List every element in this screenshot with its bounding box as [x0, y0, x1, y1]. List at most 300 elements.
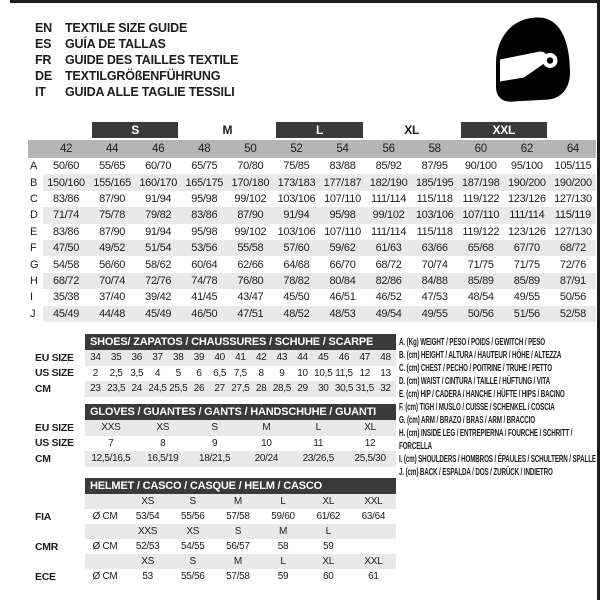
helmet-band-spacer	[28, 524, 85, 539]
helmet-size-value-cell	[351, 539, 396, 554]
gloves-row	[28, 436, 396, 452]
gloves-size-cell: XL	[344, 420, 396, 436]
measurement-cell: 39/42	[145, 291, 172, 304]
measurement-cell: 47/53	[421, 291, 448, 304]
measurement-cell: 65/68	[458, 240, 504, 256]
measurement-cell: 165/175	[181, 174, 227, 190]
gloves-header-row	[28, 404, 396, 420]
measurement-cell: 84/88	[412, 273, 458, 289]
shoes-size-cell: 27,5	[230, 381, 251, 397]
legend-item: I. (cm) SHOULDERS / HOMBROS / ÉPAULES / SCHULTERN / SPALLE	[399, 454, 596, 465]
gloves-row-label: EU SIZE	[28, 420, 85, 436]
shoes-size-cell: 38	[168, 350, 189, 366]
size-number-cell: 54	[319, 140, 365, 158]
helmet-size-label-cell: XL	[306, 554, 351, 569]
measurement-cell: 111/114	[504, 207, 550, 223]
measurement-cell: 67/70	[504, 240, 550, 256]
measurement-cell: 47/51	[227, 306, 273, 322]
gloves-size-cell: 8	[160, 437, 166, 449]
helmet-diameter-unit: Ø CM	[92, 511, 118, 522]
measurement-cell: 115/119	[550, 207, 596, 223]
shoes-size-cell: 3,5	[130, 367, 144, 379]
measurement-row	[28, 289, 596, 305]
measurement-row-letter: I	[30, 291, 33, 304]
measurement-cell: 80/84	[319, 273, 365, 289]
shoes-size-cell: 28,5	[271, 381, 292, 397]
measurement-cell: 91/94	[145, 192, 172, 205]
size-group-row	[28, 122, 596, 140]
measurement-cell: 49/52	[89, 240, 135, 256]
measurement-cell: 45/50	[283, 291, 310, 304]
shoes-size-cell: 23	[85, 381, 106, 397]
gloves-size-cell: 25,5/30	[344, 451, 396, 467]
measurement-cell: 83/88	[329, 160, 356, 173]
measurement-cell: 105/115	[554, 160, 592, 173]
size-number-row	[28, 140, 596, 158]
measurement-row	[28, 240, 596, 256]
helmet-size-value-cell: 53	[142, 571, 153, 582]
size-number-cell: 52	[273, 140, 319, 158]
shoes-size-cell: 41	[230, 350, 251, 366]
measurement-row	[28, 306, 596, 322]
measurement-cell: 47/50	[43, 240, 89, 256]
helmet-size-label-cell	[351, 524, 396, 539]
helmet-size-value-cell: 57/58	[226, 511, 250, 522]
shoes-size-cell: 6,5	[213, 367, 227, 379]
gloves-size-cell: S	[189, 420, 241, 436]
legend-item: J. (cm) BACK / ESPALDA / DOS / ZURÜCK / INDIETRO	[399, 467, 553, 478]
helmet-size-label-cell: S	[170, 494, 215, 509]
shoes-size-table	[28, 334, 396, 397]
measurement-cell: 115/118	[416, 225, 453, 238]
helmet-size-label-cell: M	[260, 524, 305, 539]
measurement-cell: 160/170	[135, 174, 181, 190]
measurement-cell: 83/86	[53, 225, 80, 238]
shoes-size-cell: 6	[196, 367, 202, 379]
measurement-cell: 55/65	[99, 160, 126, 173]
helmet-size-value-cell: 61	[368, 571, 379, 582]
measurement-cell: 48/53	[319, 306, 365, 322]
measurement-row-letter: G	[30, 258, 39, 271]
shoes-size-cell: 13	[380, 367, 391, 379]
shoes-size-cell: 7,5	[233, 367, 247, 379]
helmet-size-value-cell: 57/58	[226, 571, 250, 582]
shoes-size-cell: 46	[334, 350, 355, 366]
measurement-row-letter: C	[30, 192, 38, 205]
measurement-cell: 49/54	[366, 306, 412, 322]
helmet-size-label-cell: L	[306, 524, 351, 539]
measurement-cell: 107/110	[324, 192, 361, 205]
language-row	[35, 84, 238, 100]
measurement-cell: 52/58	[550, 306, 596, 322]
size-group-s: S	[92, 122, 178, 138]
shoes-size-cell: 34	[85, 350, 106, 366]
helmet-size-label-cell: XS	[125, 554, 170, 569]
shoes-size-cell: 35	[106, 350, 127, 366]
measurement-cell: 72/76	[559, 258, 586, 271]
measurement-cell: 78/82	[273, 273, 319, 289]
measurement-cell: 60/64	[191, 258, 218, 271]
measurement-cell: 99/102	[234, 225, 267, 238]
gloves-row	[28, 420, 396, 436]
measurement-cell: 60/70	[145, 160, 172, 173]
size-number-cell: 58	[412, 140, 458, 158]
measurement-cell: 103/106	[277, 225, 316, 238]
helmet-standard-block	[28, 524, 396, 554]
shoes-size-cell: 37	[147, 350, 168, 366]
helmet-size-label-cell: L	[260, 494, 305, 509]
measurement-row	[28, 256, 596, 272]
helmet-size-label-cell: XL	[306, 494, 351, 509]
measurement-cell: 95/100	[510, 160, 543, 173]
language-code: EN	[35, 21, 52, 35]
language-title: TEXTILGRÖßENFÜHRUNG	[65, 69, 221, 83]
shoes-size-cell: 10	[297, 367, 308, 379]
helmet-band-ocm-spacer	[85, 524, 125, 539]
measurement-cell: 76/80	[227, 273, 273, 289]
shoes-size-cell: 29	[292, 381, 313, 397]
measurement-row	[28, 191, 596, 207]
measurement-row	[28, 207, 596, 223]
shoes-size-cell: 43	[271, 350, 292, 366]
measurement-cell: 87/91	[550, 273, 596, 289]
shoes-size-cell: 4	[154, 367, 161, 379]
shoes-header-row	[28, 334, 396, 350]
measurement-cell: 170/180	[227, 174, 273, 190]
measurement-cell: 50/56	[559, 291, 586, 304]
measurement-cell: 87/90	[99, 192, 126, 205]
measurement-cell: 44/48	[89, 306, 135, 322]
gloves-size-cell: 10	[261, 437, 272, 449]
measurement-cell: 95/98	[319, 207, 365, 223]
measurement-cell: 71/74	[43, 207, 89, 223]
language-title: GUIDA ALLE TAGLIE TESSILI	[65, 85, 235, 99]
measurement-row	[28, 273, 596, 289]
language-title: GUÍA DE TALLAS	[65, 37, 166, 51]
measurement-cell: 46/52	[375, 291, 402, 304]
shoes-size-cell: 9	[279, 367, 285, 379]
shoes-size-cell: 45	[313, 350, 334, 366]
size-group-xl: XL	[404, 123, 419, 137]
measurement-cell: 91/94	[145, 225, 172, 238]
measurement-cell: 43/47	[237, 291, 264, 304]
helmet-size-table	[28, 478, 396, 584]
measurement-legend	[399, 336, 597, 479]
shoes-size-cell: 26	[189, 381, 210, 397]
measurement-row-letter: J	[30, 307, 36, 320]
size-number-cell: 44	[89, 140, 135, 158]
language-title: GUIDE DES TAILLES TEXTILE	[65, 53, 239, 67]
measurement-row-letter: D	[30, 209, 38, 222]
helmet-band-ocm-spacer	[85, 554, 125, 569]
helmet-size-value-cell: 59	[322, 541, 334, 552]
gloves-row-label: US SIZE	[28, 436, 85, 452]
helmet-diameter-unit: Ø CM	[92, 571, 118, 582]
size-number-cell: 46	[135, 140, 181, 158]
measurement-row	[28, 224, 596, 240]
gloves-size-cell: M	[240, 420, 292, 436]
gloves-size-cell: 12,5/16,5	[85, 451, 137, 467]
measurement-cell: 58/62	[145, 258, 172, 271]
shoes-size-cell: 47	[354, 350, 375, 366]
legend-item: H. (cm) INSIDE LEG / ENTREPIERNA / FOURCHE / SCHRITT / FORCELLA	[399, 428, 573, 452]
shoes-size-cell: 24,5	[147, 381, 168, 397]
size-number-cell: 50	[227, 140, 273, 158]
helmet-size-value-cell: 63/64	[361, 511, 386, 522]
legend-item: G. (cm) ARM / BRAZO / BRAS / ARM / BRACCIO	[399, 415, 535, 426]
gloves-row	[28, 451, 396, 467]
measurement-cell: 37/40	[99, 291, 126, 304]
top-border-line	[10, 0, 600, 3]
helmet-standard-row	[28, 509, 396, 524]
size-group-m: M	[222, 123, 233, 137]
shoes-header-spacer	[28, 334, 85, 350]
measurement-cell: 50/60	[53, 160, 80, 173]
measurement-cell: 63/66	[412, 240, 458, 256]
measurement-cell: 56/60	[99, 258, 126, 271]
measurement-cell: 87/90	[227, 207, 273, 223]
measurement-cell: 99/102	[366, 207, 412, 223]
measurement-cell: 45/49	[43, 306, 89, 322]
measurement-cell: 45/49	[135, 306, 181, 322]
helmet-standard-block	[28, 554, 396, 584]
measurement-row-letter: H	[30, 274, 38, 287]
measurement-cell: 50/56	[458, 306, 504, 322]
shoes-size-cell: 30	[313, 381, 334, 397]
measurement-cell: 95/98	[191, 192, 218, 205]
shoes-size-cell: 28	[251, 381, 272, 397]
size-number-cell: 42	[43, 140, 89, 158]
helmet-standard-label: FIA	[28, 509, 85, 524]
language-code: FR	[35, 53, 52, 67]
measurement-cell: 68/72	[375, 258, 402, 271]
shoes-size-cell: 30,5	[334, 381, 355, 397]
measurement-cell: 71/75	[467, 258, 494, 271]
shoes-row-label: EU SIZE	[28, 350, 85, 366]
size-number-cell: 60	[458, 140, 504, 158]
size-number-corner	[28, 140, 43, 158]
gloves-size-cell: 23/26,5	[292, 451, 344, 467]
shoes-size-cell: 32	[375, 381, 396, 397]
size-number-cell: 56	[366, 140, 412, 158]
helmet-size-label-cell: L	[260, 554, 305, 569]
gloves-size-cell: 20/24	[240, 451, 292, 467]
language-row	[35, 36, 238, 52]
measurement-cell: 54/58	[53, 258, 80, 271]
measurement-cell: 123/126	[507, 192, 546, 205]
gloves-size-cell: 9	[211, 437, 218, 449]
measurement-cell: 119/122	[462, 192, 500, 205]
shoes-size-cell: 11,5	[335, 367, 353, 379]
legend-item: B. (cm) HEIGHT / ALTURA / HAUTEUR / HÖHE / ALTEZZA	[399, 350, 562, 361]
measurement-row	[28, 174, 596, 190]
helmet-size-label-cell: M	[215, 494, 260, 509]
shoes-size-cell: 31,5	[354, 381, 375, 397]
measurement-cell: 83/86	[53, 192, 80, 205]
helmet-standard-label: CMR	[28, 539, 85, 554]
gloves-size-cell: 18/21,5	[189, 451, 241, 467]
helmet-size-value-cell: 52/53	[135, 541, 160, 552]
measurement-cell: 190/200	[550, 174, 596, 190]
measurement-cell: 46/50	[181, 306, 227, 322]
legend-item: C. (cm) CHEST / PECHO / POITRINE / TRUHE / PETTO	[399, 363, 552, 374]
measurement-row-letter: F	[30, 242, 37, 255]
helmet-size-label-cell: XS	[125, 494, 170, 509]
measurement-cell: 46/51	[329, 291, 356, 304]
measurement-cell: 70/80	[237, 160, 264, 173]
language-row	[35, 52, 238, 68]
measurement-cell: 75/78	[89, 207, 135, 223]
language-title: TEXTILE SIZE GUIDE	[65, 21, 188, 35]
measurement-cell: 75/85	[283, 160, 310, 173]
measurement-cell: 83/86	[181, 207, 227, 223]
measurement-cell: 74/78	[181, 273, 227, 289]
measurement-cell: 85/89	[458, 273, 504, 289]
measurement-cell: 103/106	[277, 192, 316, 205]
textile-size-table	[28, 122, 596, 322]
measurement-cell: 55/58	[227, 240, 273, 256]
language-code: ES	[35, 37, 52, 51]
shoes-row	[28, 366, 396, 382]
measurement-cell: 190/200	[504, 174, 550, 190]
measurement-cell: 107/110	[324, 225, 361, 238]
helmet-size-label-cell: XXL	[351, 494, 396, 509]
helmet-size-label-cell: XXS	[125, 524, 170, 539]
measurement-cell: 35/38	[53, 291, 80, 304]
size-number-cell: 48	[181, 140, 227, 158]
measurement-cell: 70/74	[421, 258, 448, 271]
measurement-cell: 71/75	[513, 258, 540, 271]
size-group-xxl: XXL	[461, 122, 547, 138]
helmet-standard-label: ECE	[28, 569, 85, 584]
shoes-size-cell: 23,5	[106, 381, 127, 397]
helmet-size-band-row	[28, 524, 396, 539]
shoes-size-cell: 36	[126, 350, 147, 366]
legend-item: F. (cm) TIGH / MUSLO / CUISSE / SCHENKEL / COSCIA	[399, 402, 555, 413]
measurement-cell: 62/66	[237, 258, 264, 271]
language-row	[35, 20, 238, 36]
measurement-cell: 70/74	[89, 273, 135, 289]
helmet-size-value-cell: 53/54	[135, 511, 160, 522]
helmet-section-title: HELMET / CASCO / CASQUE / HELM / CASCO	[85, 478, 396, 494]
shoes-size-cell: 39	[189, 350, 210, 366]
measurement-cell: 115/118	[416, 192, 453, 205]
measurement-cell: 127/130	[554, 225, 592, 238]
measurement-cell: 182/190	[366, 174, 412, 190]
measurement-cell: 99/102	[234, 192, 267, 205]
gloves-size-cell: XS	[137, 420, 189, 436]
measurement-cell: 107/110	[458, 207, 504, 223]
measurement-cell: 79/82	[135, 207, 181, 223]
shoes-row	[28, 350, 396, 366]
measurement-row-letter: E	[30, 225, 38, 238]
measurement-cell: 91/94	[273, 207, 319, 223]
helmet-size-label-cell: XS	[170, 524, 215, 539]
measurement-cell: 177/187	[319, 174, 365, 190]
helmet-size-value-cell: 54/55	[180, 541, 205, 552]
gloves-header-spacer	[28, 404, 85, 420]
size-number-cell: 62	[504, 140, 550, 158]
legend-item: D. (cm) WAIST / CINTURA / TAILLE / HÜFTUNG / VITA	[399, 376, 551, 387]
measurement-cell: 85/89	[504, 273, 550, 289]
shoes-size-cell: 5	[175, 367, 181, 379]
helmet-size-label-cell: S	[215, 524, 260, 539]
helmet-size-label-cell: XXL	[351, 554, 396, 569]
shoes-size-cell: 40	[209, 350, 230, 366]
gloves-size-cell: 16,5/19	[137, 451, 189, 467]
helmet-band-spacer	[28, 554, 85, 569]
measurement-cell: 119/122	[462, 225, 500, 238]
measurement-row	[28, 158, 596, 174]
helmet-icon	[486, 13, 576, 106]
helmet-size-value-cell: 55/56	[180, 511, 205, 522]
measurement-cell: 65/75	[191, 160, 218, 173]
measurement-cell: 87/95	[421, 160, 448, 173]
shoes-size-cell: 44	[292, 350, 313, 366]
helmet-header-spacer	[28, 478, 85, 494]
measurement-cell: 87/90	[99, 225, 126, 238]
measurement-cell: 103/106	[412, 207, 458, 223]
legend-item: A. (Kg) WEIGHT / PESO / POIDS / GEWITCH / PESO	[399, 337, 545, 348]
measurement-cell: 90/100	[464, 160, 497, 173]
measurement-cell: 173/183	[273, 174, 319, 190]
shoes-size-cell: 48	[375, 350, 396, 366]
helmet-band-ocm-spacer	[85, 494, 125, 509]
gloves-size-cell: L	[292, 420, 344, 436]
gloves-section-title: GLOVES / GUANTES / GANTS / HANDSCHUHE / GUANTI	[85, 404, 396, 420]
helmet-size-band-row	[28, 554, 396, 569]
helmet-header-row	[28, 478, 396, 494]
helmet-size-value-cell: 55/56	[180, 571, 205, 582]
helmet-standard-row	[28, 539, 396, 554]
shoes-size-cell: 25,5	[168, 381, 189, 397]
measurement-cell: 95/98	[191, 225, 218, 238]
gloves-size-cell: XXS	[85, 420, 137, 436]
measurement-cell: 150/160	[43, 174, 89, 190]
helmet-size-value-cell: 59	[277, 571, 289, 582]
language-list	[35, 20, 238, 100]
measurement-cell: 51/56	[504, 306, 550, 322]
measurement-cell: 59/62	[319, 240, 365, 256]
measurement-cell: 64/68	[283, 258, 310, 271]
gloves-row-label: CM	[28, 451, 85, 467]
measurement-cell: 123/126	[507, 225, 546, 238]
gloves-size-cell: 7	[108, 437, 114, 449]
language-row	[35, 68, 238, 84]
size-number-cell: 64	[550, 140, 596, 158]
measurement-cell: 72/76	[135, 273, 181, 289]
measurement-cell: 68/72	[43, 273, 89, 289]
helmet-size-label-cell: M	[215, 554, 260, 569]
measurement-cell: 111/114	[370, 225, 407, 238]
measurement-cell: 85/92	[375, 160, 402, 173]
size-group-spacer-end	[550, 122, 596, 140]
helmet-size-value-cell: 58	[277, 541, 289, 552]
shoes-size-cell: 2	[92, 367, 98, 379]
measurement-cell: 61/63	[366, 240, 412, 256]
measurement-cell: 49/55	[412, 306, 458, 322]
legend-item: E. (cm) HIP / CADERA / HANCHE / HÜFTE / HIPS / BACINO	[399, 389, 565, 400]
helmet-size-band-row	[28, 494, 396, 509]
measurement-cell: 155/165	[89, 174, 135, 190]
shoes-size-cell: 12	[359, 367, 370, 379]
helmet-size-value-cell: 61/62	[316, 511, 340, 522]
measurement-cell: 57/60	[273, 240, 319, 256]
measurement-cell: 53/56	[181, 240, 227, 256]
helmet-size-value-cell: 59/60	[271, 511, 295, 522]
measurement-cell: 68/72	[550, 240, 596, 256]
helmet-standard-block	[28, 494, 396, 524]
